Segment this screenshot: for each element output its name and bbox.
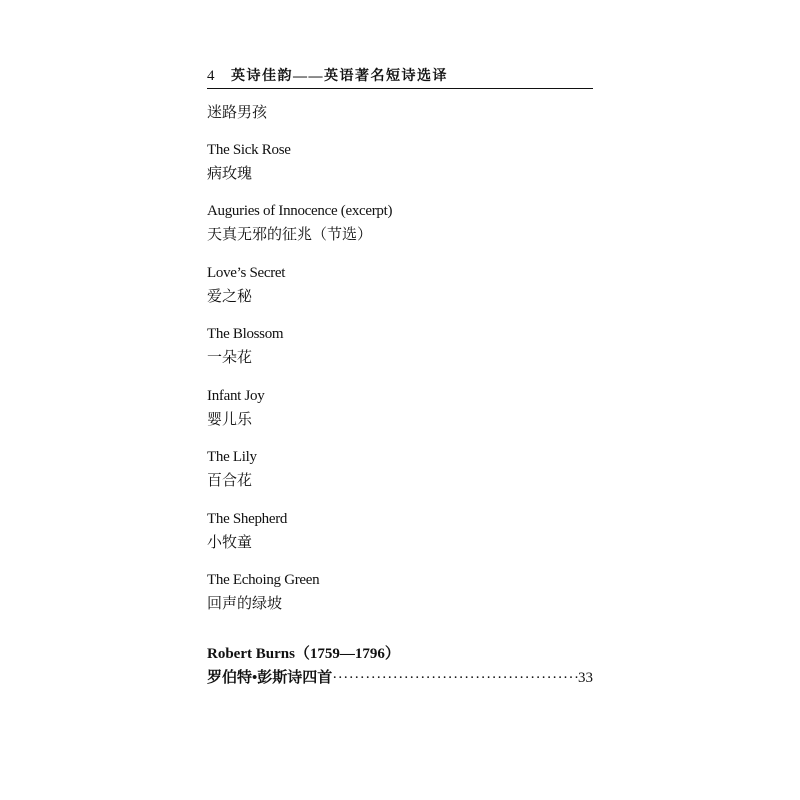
author-heading: Robert Burns（1759—1796） [207,646,400,662]
toc-entry [207,446,257,494]
poem-title-en: The Shepherd [207,511,288,527]
author-name-zh: 罗伯特•彭斯诗四首 [207,670,333,686]
toc-entry [207,139,291,187]
poem-title-en: The Sick Rose [207,142,291,158]
dot-leader [332,667,578,689]
running-header [207,66,593,89]
poem-title-zh: 病玫瑰 [207,166,253,182]
poem-title-zh: 婴儿乐 [207,412,253,428]
toc-entry [207,200,392,248]
page-number: 4 [207,68,215,84]
poem-title-en: Auguries of Innocence (excerpt) [207,203,393,219]
poem-title-en: The Echoing Green [207,572,320,588]
poem-title-en: Infant Joy [207,388,265,404]
poem-title-zh: 一朵花 [207,350,253,366]
toc-entry [207,385,264,433]
poem-title-en: The Lily [207,449,257,465]
author-toc-line [207,667,593,689]
poem-title-zh: 回声的绿坡 [207,596,283,612]
poem-title-zh: 百合花 [207,473,253,489]
toc-entry [207,102,267,126]
poem-title-zh: 爱之秘 [207,289,253,305]
page-reference: 33 [578,670,593,686]
poem-title-en: The Blossom [207,326,284,342]
poem-title-zh: 天真无邪的征兆（节选） [207,227,373,243]
running-title: 英诗佳韵——英语著名短诗选译 [231,69,448,84]
toc-entry [207,508,287,556]
toc-entry [207,323,283,371]
poem-title-zh: 小牧童 [207,535,253,551]
toc-entry [207,262,285,310]
toc-entry [207,569,319,617]
poem-title-en: Love’s Secret [207,265,286,281]
poem-title-zh: 迷路男孩 [207,105,268,121]
